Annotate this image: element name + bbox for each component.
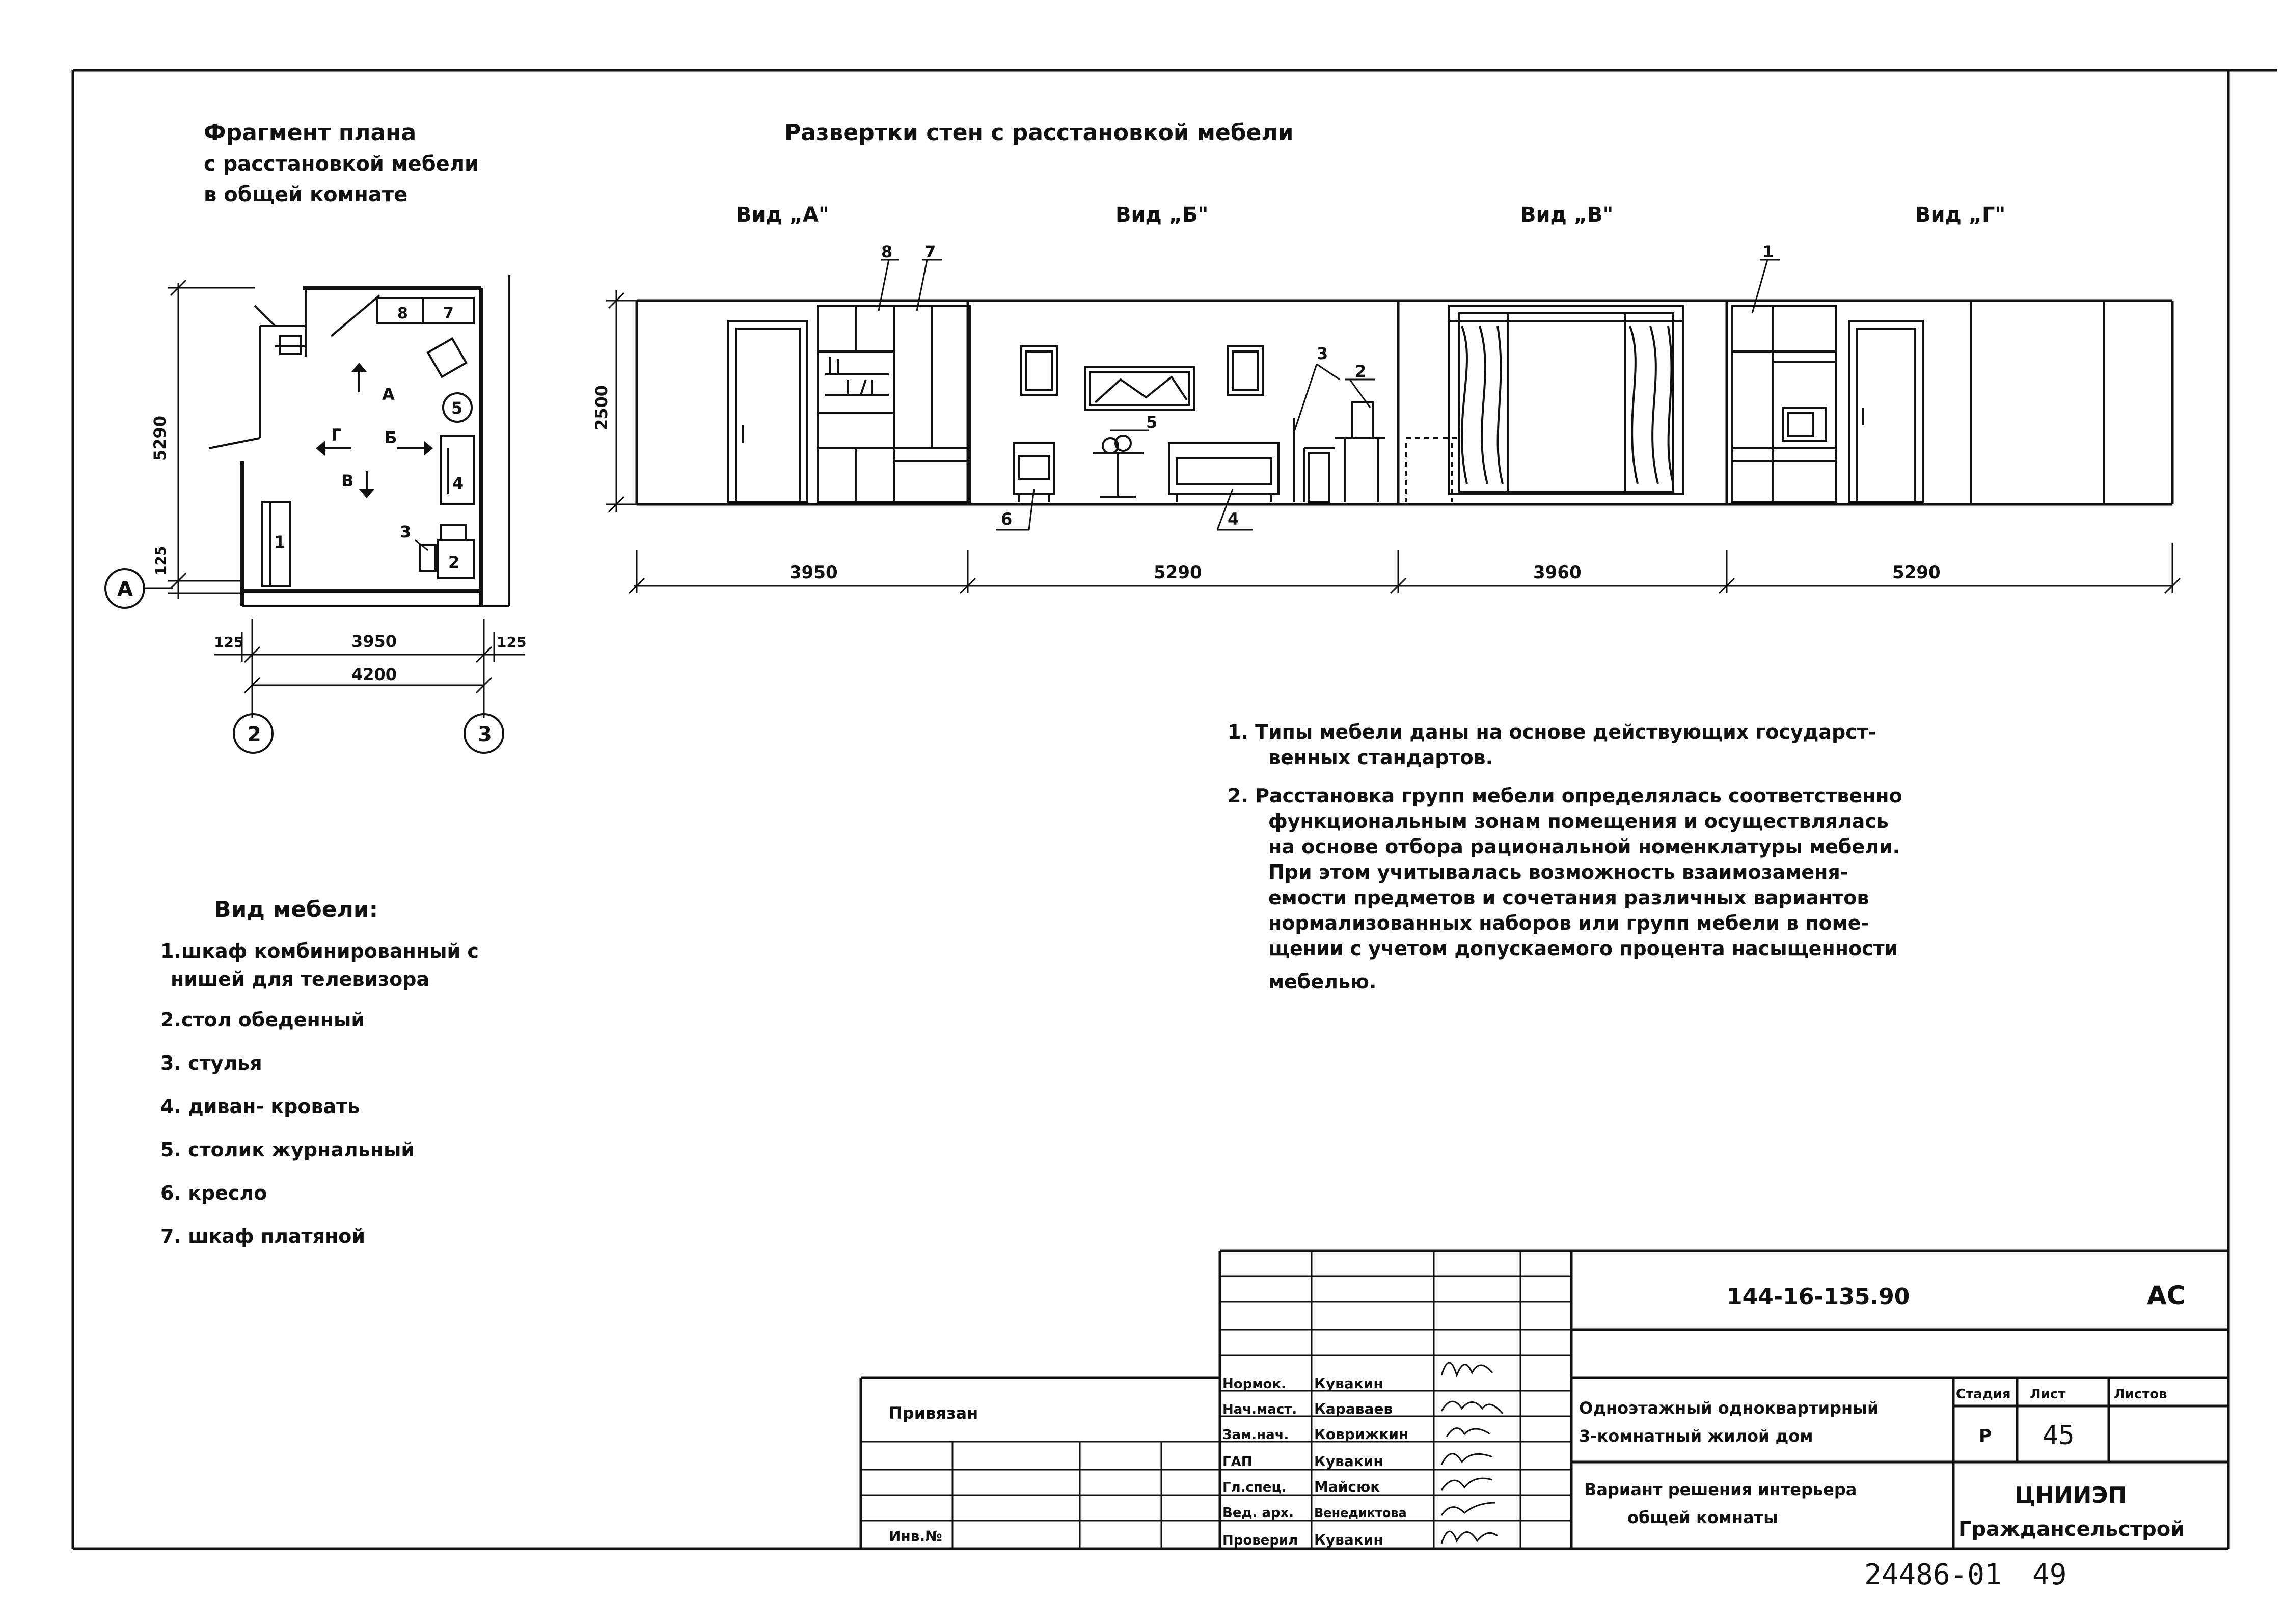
elevation-view-b	[1014, 346, 1385, 502]
title-block-grid	[861, 1251, 1571, 1549]
elevation-width-b: 5290	[1154, 562, 1202, 583]
view-label-a: Вид „А"	[736, 203, 829, 227]
note-line-9: щении с учетом допускаемого процента насыщенности	[1268, 937, 1898, 960]
elevations-title: Развертки стен с расстановкой мебели	[784, 120, 1294, 146]
sheet-value: 45	[2043, 1420, 2075, 1451]
furniture-legend	[160, 897, 479, 1248]
project-line-2: 3-комнатный жилой дом	[1579, 1426, 1813, 1446]
plan-dim-125: 125	[152, 546, 169, 576]
elevation-height-label: 2500	[592, 385, 611, 430]
plan-num-4: 4	[452, 474, 464, 493]
org-line-2: Граждансельстрой	[1958, 1518, 2185, 1541]
name-5: Майсюк	[1314, 1478, 1380, 1495]
name-6: Венедиктова	[1314, 1506, 1407, 1520]
plan-wall-details	[209, 275, 509, 606]
note-line-5: на основе отбора рациональной номенклатуры мебели.	[1268, 835, 1900, 858]
plan-dim-left: 125	[214, 634, 244, 651]
callout-7: 7	[924, 242, 936, 261]
name-7: Кувакин	[1314, 1531, 1383, 1548]
inv-label: Инв.№	[889, 1528, 942, 1545]
plan-view-markers	[316, 363, 433, 498]
sheet-title-line-1: Вариант решения интерьера	[1584, 1480, 1857, 1499]
note-line-2: венных стандартов.	[1268, 746, 1493, 769]
role-5: Гл.спец.	[1222, 1480, 1287, 1495]
floor-plan	[105, 275, 526, 753]
plan-num-7: 7	[443, 305, 454, 322]
name-1: Кувакин	[1314, 1375, 1383, 1392]
role-2: Нач.маст.	[1222, 1402, 1297, 1417]
sheet-title-line-2: общей комнаты	[1627, 1508, 1779, 1527]
legend-item-1: 1.шкаф комбинированный с	[160, 940, 479, 962]
callout-2: 2	[1355, 362, 1367, 381]
signatures-names	[1314, 1375, 1408, 1548]
callout-1: 1	[1762, 242, 1774, 261]
plan-num-8: 8	[397, 305, 408, 322]
note-line-6: При этом учитывалась возможность взаимозаменя-	[1268, 861, 1848, 883]
plan-num-3: 3	[400, 522, 412, 542]
stage-label: Стадия	[1956, 1387, 2011, 1402]
legend-item-5: 5. столик журнальный	[160, 1139, 415, 1161]
legend-item-4: 4. диван- кровать	[160, 1095, 360, 1118]
legend-item-3: 3. стулья	[160, 1052, 262, 1074]
plan-dim-height: 5290	[150, 415, 170, 461]
plan-view-g: Г	[331, 425, 342, 445]
plan-title	[204, 120, 479, 206]
plan-title-line-3: в общей комнате	[204, 183, 408, 206]
axis-3-label: 3	[478, 723, 492, 746]
name-3: Коврижкин	[1314, 1426, 1409, 1443]
callout-5: 5	[1146, 413, 1158, 432]
elevation-view-a	[728, 306, 970, 502]
plan-num-2: 2	[448, 553, 460, 572]
legend-title: Вид мебели:	[214, 897, 378, 923]
note-line-4: функциональным зонам помещения и осуществлялась	[1268, 810, 1889, 832]
note-line-8: нормализованных наборов или групп мебели в поме-	[1268, 912, 1869, 934]
plan-dim-total: 4200	[351, 665, 397, 684]
plan-dining	[400, 522, 474, 578]
plan-armchair	[428, 339, 472, 422]
plan-view-v: В	[341, 471, 354, 491]
plan-cabinet	[262, 502, 290, 586]
axis-3	[465, 714, 503, 753]
title-block	[861, 1251, 2228, 1549]
callout-8: 8	[881, 242, 893, 261]
legend-item-6: 6. кресло	[160, 1182, 267, 1204]
axis-2	[234, 714, 273, 753]
sheet-frame	[73, 70, 2277, 1549]
role-1: Нормок.	[1222, 1376, 1286, 1392]
note-line-7: емости предметов и сочетания различных вариантов	[1268, 886, 1869, 909]
plan-walls	[242, 288, 481, 606]
elevation-width-a: 3950	[790, 562, 838, 583]
note-line-3: 2. Расстановка групп мебели определялась соответственно	[1228, 784, 1902, 807]
plan-sofa	[441, 436, 474, 504]
sheet-label: Лист	[2030, 1387, 2066, 1402]
org-line-1: ЦНИИЭП	[2015, 1482, 2127, 1508]
callout-3: 3	[1317, 344, 1328, 363]
plan-dim-right: 125	[497, 634, 527, 651]
note-line-10: мебелью.	[1268, 970, 1377, 993]
drawing-code: 144-16-135.90	[1727, 1284, 1910, 1310]
callout-4: 4	[1228, 509, 1239, 529]
plan-num-1: 1	[274, 532, 286, 552]
view-label-b: Вид „Б"	[1115, 203, 1209, 227]
role-7: Проверил	[1222, 1533, 1298, 1548]
project-line-1: Одноэтажный одноквартирный	[1579, 1398, 1879, 1418]
axis-a-label: А	[117, 578, 133, 601]
signature-scribbles	[1441, 1363, 1503, 1544]
elevation-view-g	[1732, 301, 2104, 504]
role-4: ГАП	[1222, 1454, 1253, 1470]
plan-view-b: Б	[385, 428, 397, 447]
privyazan-label: Привязан	[889, 1403, 978, 1423]
elevation-width-dims	[629, 543, 2180, 593]
plan-dim-middle: 3950	[351, 632, 397, 651]
elevation-width-g: 5290	[1892, 562, 1941, 583]
elevation-width-v: 3960	[1533, 562, 1582, 583]
axis-2-label: 2	[247, 723, 261, 746]
view-label-v: Вид „В"	[1520, 203, 1614, 227]
role-6: Вед. арх.	[1222, 1505, 1294, 1521]
page-number: 49	[2032, 1558, 2067, 1591]
legend-item-2: 2.стол обеденный	[160, 1009, 365, 1031]
elevation-view-v	[1406, 306, 1683, 502]
notes	[1228, 721, 1902, 993]
plan-wardrobe	[377, 298, 474, 323]
view-labels	[736, 203, 2005, 227]
plan-view-a: А	[382, 385, 395, 404]
legend-item-1b: нишей для телевизора	[171, 968, 430, 990]
legend-item-7: 7. шкаф платяной	[160, 1225, 365, 1248]
plan-title-line-2: с расстановкой мебели	[204, 152, 479, 176]
archive-number: 24486-01	[1864, 1558, 2002, 1591]
drawing-mark: АС	[2147, 1281, 2186, 1310]
name-2: Караваев	[1314, 1400, 1393, 1417]
callout-6: 6	[1001, 509, 1013, 529]
plan-title-line-1: Фрагмент плана	[204, 120, 417, 146]
signatures-roles	[1222, 1376, 1298, 1548]
stage-value: Р	[1979, 1426, 1992, 1446]
note-line-1: 1. Типы мебели даны на основе действующих государст-	[1228, 721, 1876, 743]
plan-num-5: 5	[451, 398, 463, 418]
role-3: Зам.нач.	[1222, 1427, 1289, 1443]
elevation-strip	[592, 242, 2180, 593]
view-label-g: Вид „Г"	[1915, 203, 2006, 227]
sheets-label: Листов	[2114, 1387, 2167, 1402]
name-4: Кувакин	[1314, 1453, 1383, 1470]
